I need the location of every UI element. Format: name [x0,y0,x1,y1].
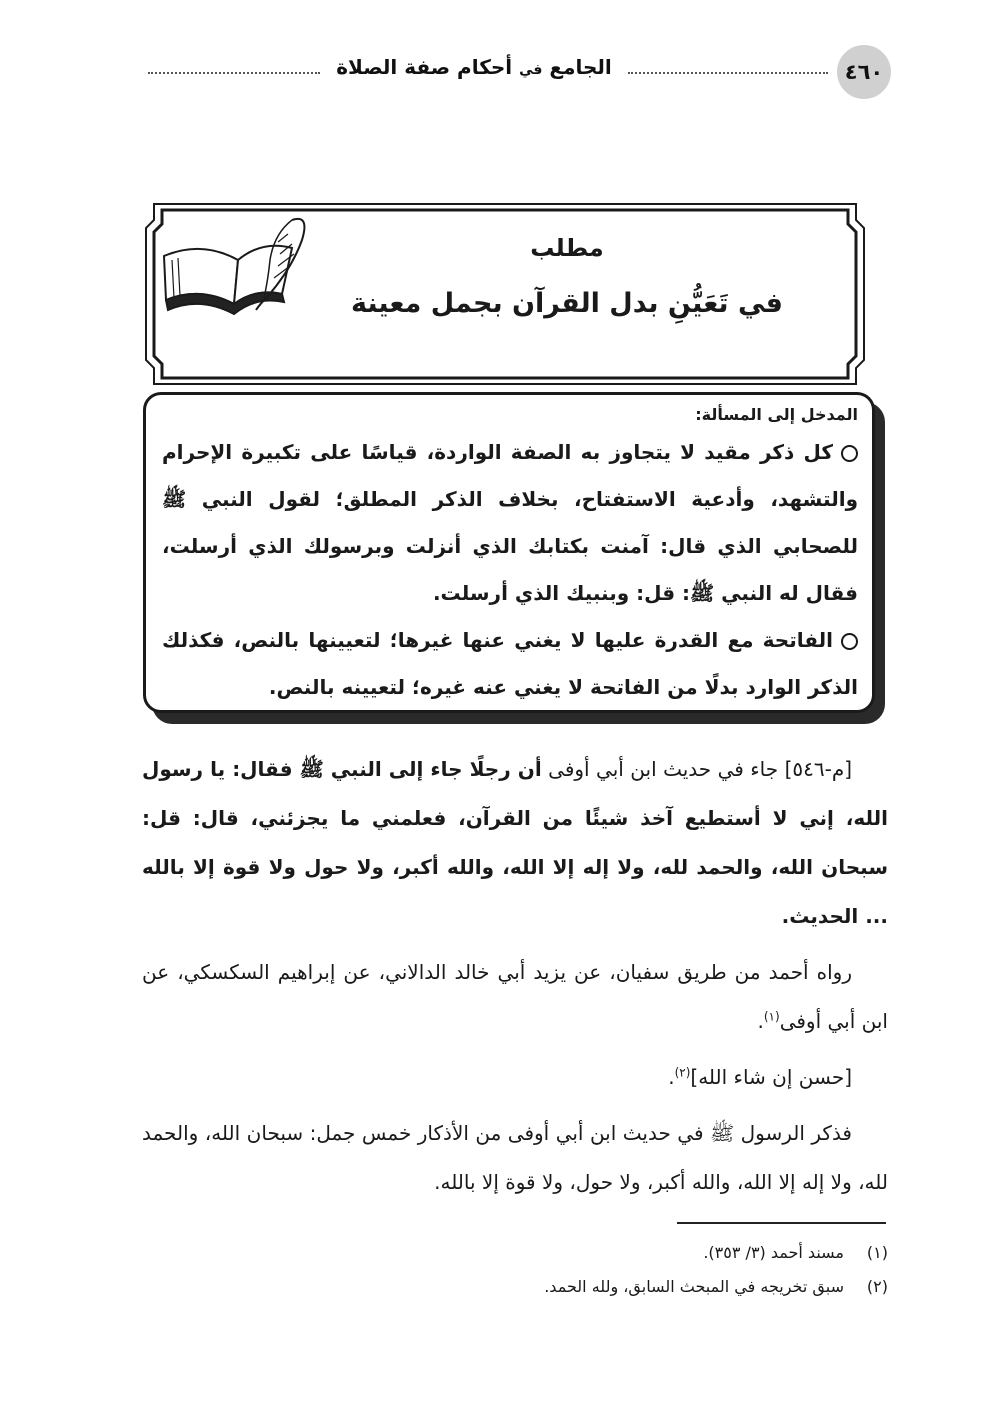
section-banner [142,200,868,388]
title-part-1: الجامع [549,55,612,79]
intro-item [162,429,858,617]
footnote-divider [677,1222,886,1224]
closing-paragraph [142,1109,888,1207]
running-title [330,55,618,79]
hadith-text: أن رجلًا جاء إلى النبي ﷺ فقال: يا رسول الله، إني لا أستطيع آخذ شيئًا من القرآن، فعلمني ما يجزئني، قال: قل: سبحان الله، والحمد لله، ولا إله إلا الله، والله أكبر، ولا حول ولا قوة إلا بالله ... الحديث. [142,757,888,928]
header-dots-right [628,72,828,74]
footnote-item [300,1270,888,1304]
banner-text [342,228,792,326]
footnote-number: (٢) [866,1277,888,1296]
bullet-circle-icon [841,633,858,650]
intro-item [162,617,858,711]
footnote-ref[interactable]: (١) [763,1009,780,1024]
narration-text: رواه أحمد من طريق سفيان، عن يزيد أبي خالد الدالاني، عن إبراهيم السكسكي، عن ابن أبي أوفى [142,960,888,1033]
footnote-text: مسند أحمد (٣/ ٣٥٣). [703,1243,844,1262]
closing-text: فذكر الرسول ﷺ في حديث ابن أبي أوفى من الأذكار خمس جمل: سبحان الله، والحمد لله، ولا إله إلا الله، والله أكبر، ولا حول، ولا قوة إلا بالله. [142,1121,888,1194]
page-number: ٤٦٠ [837,45,891,99]
intro-heading: المدخل إلى المسألة: [695,405,858,424]
narration-paragraph: رواه أحمد من طريق سفيان، عن يزيد أبي خالد الدالاني، عن إبراهيم السكسكي، عن ابن أبي أوفى$^{(١)}$. [142,960,888,1033]
book-quill-icon [164,219,304,314]
hadith-paragraph [142,745,888,941]
grading-paragraph: [حسن إن شاء الله]$^{(٢)}$. [668,1065,852,1089]
banner-title: في تَعَيُّنِ بدل القرآن بجمل معينة [351,288,783,319]
header-dots-left [148,72,320,74]
title-part-2: أحكام صفة الصلاة [336,55,513,79]
banner-label: مطلب [530,234,604,262]
hadith-intro: جاء في حديث ابن أبي أوفى [548,757,779,781]
footnotes [300,1236,888,1304]
intro-item-text: كل ذكر مقيد لا يتجاوز به الصفة الواردة، قياسًا على تكبيرة الإحرام والتشهد، وأدعية الاستفتاح، بخلاف الذكر المطلق؛ لقول النبي ﷺ للصحابي الذي قال: آمنت بكتابك الذي أنزلت وبرسولك الذي أرسلت، فقال له النبي ﷺ: قل: وبنبيك الذي أرسلت. [162,440,858,605]
intro-item-text: الفاتحة مع القدرة عليها لا يغني عنها غيرها؛ لتعيينها بالنص، فكذلك الذكر الوارد بدلًا من الفاتحة لا يغني عنه غيره؛ لتعيينه بالنص. [162,628,858,699]
footnote-ref[interactable]: (٢) [674,1065,691,1080]
footnote-text: سبق تخريجه في المبحث السابق، ولله الحمد. [544,1277,844,1296]
grading-text: [حسن إن شاء الله] [690,1065,852,1089]
intro-box [143,392,875,713]
footnote-item [300,1236,888,1270]
body-text [142,745,888,1207]
hadith-ref: [م-٥٤٦] [784,757,853,781]
footnote-number: (١) [866,1243,888,1262]
title-small: في [519,62,543,78]
bullet-circle-icon [841,445,858,462]
